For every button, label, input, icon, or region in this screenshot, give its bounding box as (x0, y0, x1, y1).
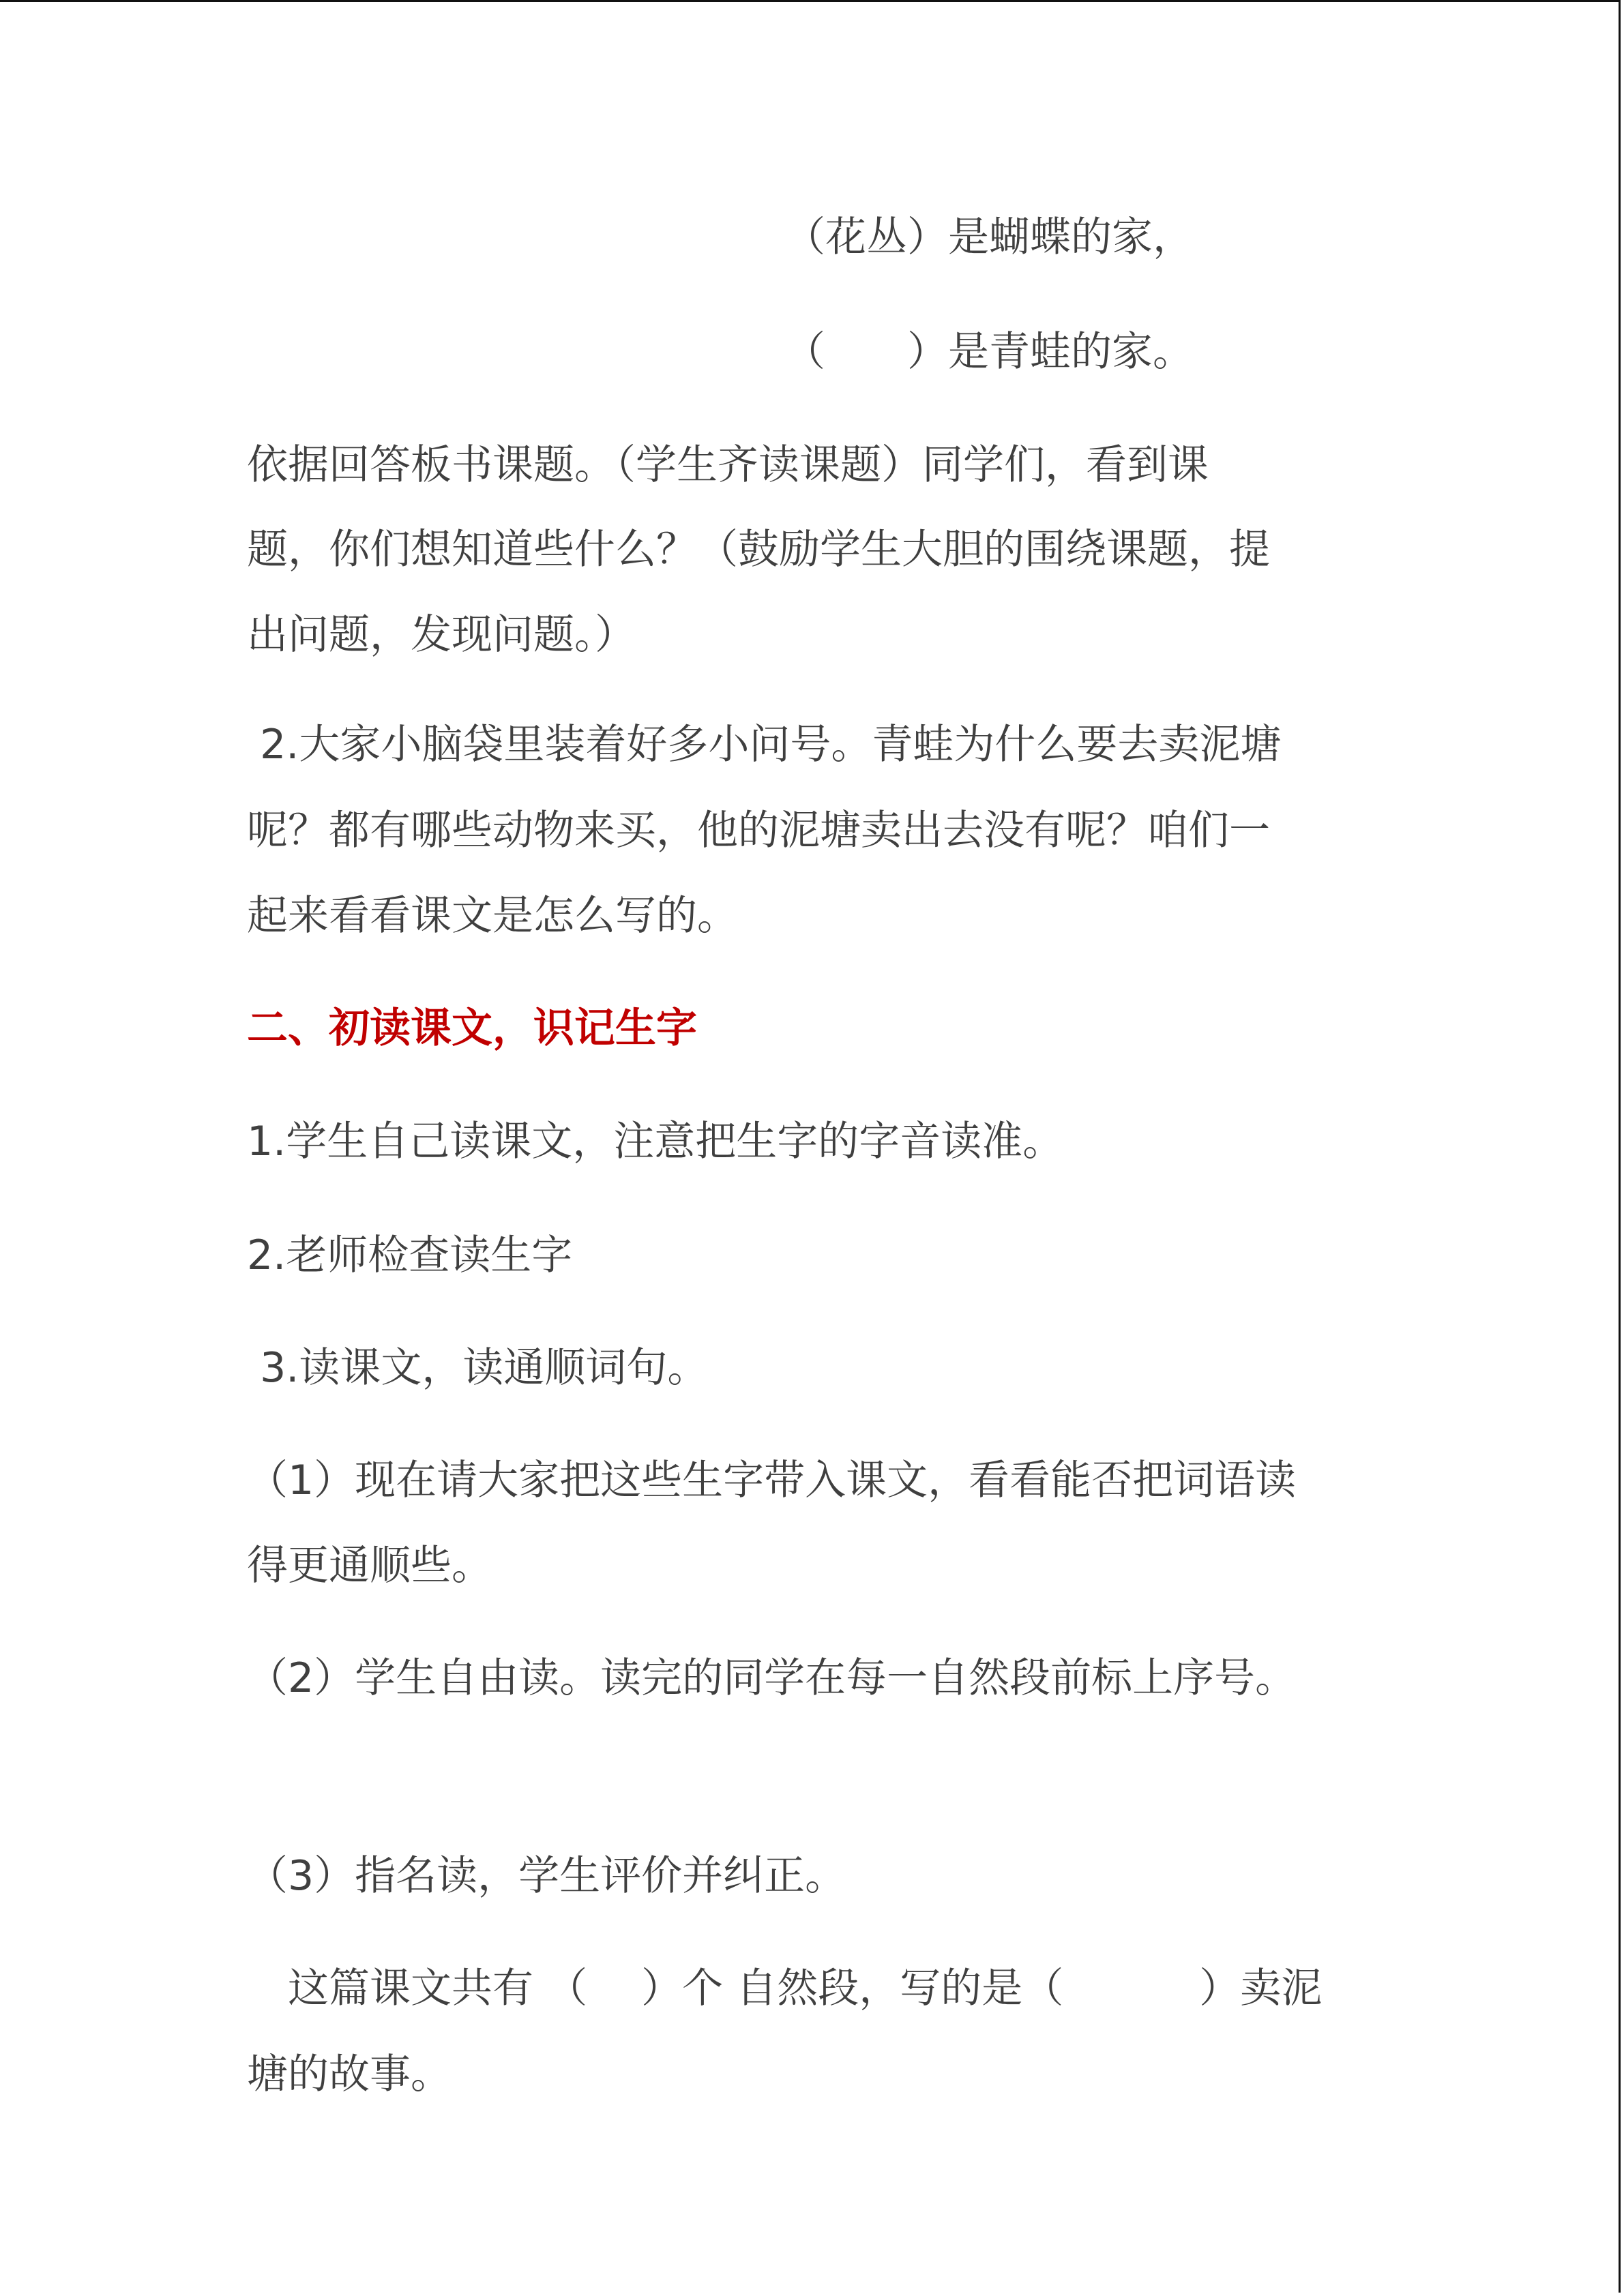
step2-line-2: 呢？都有哪些动物来买，他的泥塘卖出去没有呢？咱们一 (247, 807, 1270, 854)
step2-line-1: 2.大家小脑袋里装着好多小问号。青蛙为什么要去卖泥塘 (247, 721, 1282, 769)
section-heading: 二、初读课文，识记生字 (247, 1004, 697, 1052)
sub-item-1-line-2: 得更通顺些。 (247, 1542, 492, 1590)
intro-line-2: 题，你们想知道些什么？（鼓励学生大胆的围绕课题，提 (247, 526, 1270, 573)
intro-line-1: 依据回答板书课题。（学生齐读课题）同学们，看到课 (247, 441, 1209, 489)
poem-line-2: （ ）是青蛙的家。 (784, 328, 1194, 376)
item-1: 1.学生自己读课文，注意把生字的字音读准。 (247, 1118, 1064, 1165)
step2-line-3: 起来看看课文是怎么写的。 (247, 892, 738, 940)
sub-item-3: （3）指名读，学生评价并纠正。 (247, 1852, 846, 1900)
summary-line-1: 这篇课文共有 （ ）个 自然段，写的是（ ）卖泥 (247, 1965, 1323, 2012)
summary-line-2: 塘的故事。 (247, 2051, 452, 2098)
sub-item-2: （2）学生自由读。读完的同学在每一自然段前标上序号。 (247, 1654, 1297, 1702)
sub-item-1-line-1: （1）现在请大家把这些生字带入课文，看看能否把词语读 (247, 1457, 1297, 1504)
intro-line-3: 出问题，发现问题。） (247, 611, 636, 659)
poem-line-1: （花丛）是蝴蝶的家， (784, 213, 1194, 261)
item-2: 2.老师检查读生字 (247, 1232, 573, 1279)
item-3: 3.读课文，读通顺词句。 (247, 1344, 709, 1392)
